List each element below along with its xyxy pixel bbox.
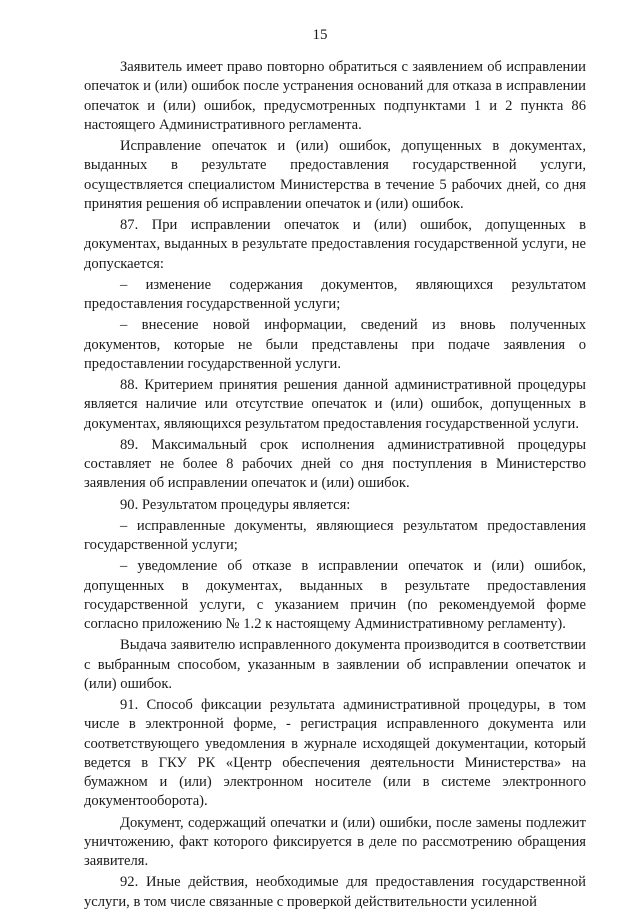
paragraph-88: 88. Критерием принятия решения данной административной процедуры является наличие или отсутствие опечаток и (или) ошибок, допущенных в документах, являющихся результатом предоставления государственной услуги. xyxy=(84,377,586,432)
paragraph-correction-term: Исправление опечаток и (или) ошибок, допущенных в документах, выданных в результате предоставления государственной услуги, осуществляется специалистом Министерства в течение 5 рабочих дней, со дня принятия решения об исправлении опечаток и (или) ошибок. xyxy=(84,138,586,212)
paragraph-issuance: Выдача заявителю исправленного документа производится в соответствии с выбранным способом, указанным в заявлении об исправлении опечаток и (или) ошибок. xyxy=(84,637,586,692)
paragraph-destruction: Документ, содержащий опечатки и (или) ошибки, после замены подлежит уничтожению, факт которого фиксируется в деле по рассмотрению обращения заявителя. xyxy=(84,814,586,869)
list-item-87-1: – изменение содержания документов, являющихся результатом предоставления государственной услуги; xyxy=(84,276,586,312)
paragraph-92: 92. Иные действия, необходимые для предоставления государственной услуги, в том числе связанные с проверкой действительности усиленной xyxy=(84,874,586,910)
paragraph-reapply: Заявитель имеет право повторно обратиться с заявлением об исправлении опечаток и (или) ошибок после устранения оснований для отказа в исправлении опечаток и (или) ошибок, предусмотренных подпунктами 1 и 2 пункта 86 настоящего Административного регламента. xyxy=(84,59,586,133)
paragraph-90: 90. Результатом процедуры является: xyxy=(120,496,351,513)
list-item-90-2: – уведомление об отказе в исправлении опечаток и (или) ошибок, допущенных в документах, выданных в результате предоставления государственной услуги, с указанием причин (по рекомендуемой форме согласно приложению № 1.2 к настоящему Административному регламенту). xyxy=(84,558,586,632)
paragraph-89: 89. Максимальный срок исполнения административной процедуры составляет не более 8 рабочих дней со дня поступления в Министерство заявления об исправлении опечаток и (или) ошибок. xyxy=(84,436,586,492)
list-item-90-1: – исправленные документы, являющиеся результатом предоставления государственной услуги; xyxy=(84,517,586,553)
document-body xyxy=(84,58,586,914)
paragraph-87: 87. При исправлении опечаток и (или) ошибок, допущенных в документах, выданных в результате предоставления государственной услуги, не допускается: xyxy=(84,217,586,272)
paragraph-91: 91. Способ фиксации результата административной процедуры, в том числе в электронной форме, - регистрация исправленного документа или соответствующего уведомления в журнале исходящей документации, который ведется в ГКУ РК «Центр обеспечения деятельности Министерства» на бумажном и (или) электронном носителе (или в системе электронного документооборота). xyxy=(84,697,586,810)
page-number: 15 xyxy=(312,27,328,43)
list-item-87-2: – внесение новой информации, сведений из вновь полученных документов, которые не были представлены при подаче заявления о предоставлении государственной услуги. xyxy=(84,317,586,372)
